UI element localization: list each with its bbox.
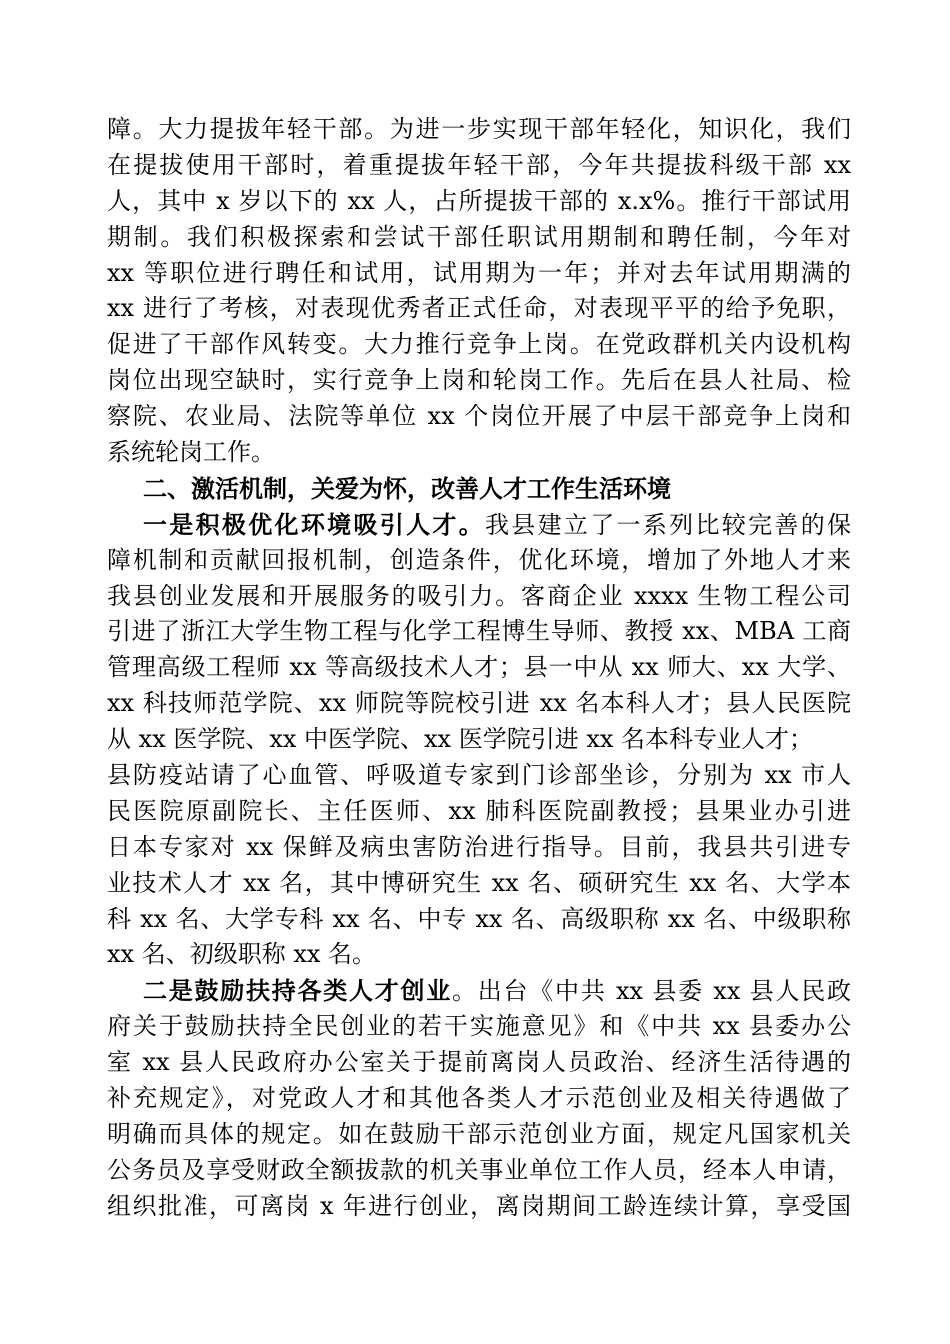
text-line: 引进了浙江大学生物工程与化学工程博生导师、教授 xx、MBA 工商 xyxy=(107,617,851,646)
text-line: 公务员及享受财政全额拔款的机关事业单位工作人员，经本人申请， xyxy=(107,1155,851,1184)
paragraph-lead: 一是积极优化环境吸引人才。 xyxy=(143,509,485,539)
paragraph-cadre-promotion xyxy=(107,112,851,471)
text-line: 我县创业发展和开展服务的吸引力。客商企业 xxxx 生物工程公司 xyxy=(107,581,851,610)
text-line: 民医院原副院长、主任医师、xx 肺科医院副教授；县果业办引进 xyxy=(107,796,851,825)
text-line: 科 xx 名、大学专科 xx 名、中专 xx 名、高级职称 xx 名、中级职称 xyxy=(107,904,851,933)
text-line: xx 名、初级职称 xx 名。 xyxy=(107,940,377,969)
text-line: xx 科技师范学院、xx 师院等院校引进 xx 名本科人才；县人民医院 xyxy=(107,689,851,718)
text-line: 察院、农业局、法院等单位 xx 个岗位开展了中层干部竞争上岗和 xyxy=(107,402,851,431)
text-line: 岗位出现空缺时，实行竞争上岗和轮岗工作。先后在县人社局、检 xyxy=(107,366,851,395)
text-line-first xyxy=(107,507,851,543)
text-line: 府关于鼓励扶持全民创业的若干实施意见》和《中共 xx 县委办公 xyxy=(107,1012,851,1041)
text-line: 业技术人才 xx 名，其中博研究生 xx 名、硕研究生 xx 名、大学本 xyxy=(107,868,851,897)
paragraph-attract-talent xyxy=(107,507,851,974)
text-line-first xyxy=(107,973,851,1009)
text-line: 县防疫站请了心血管、呼吸道专家到门诊部坐诊，分别为 xx 市人 xyxy=(107,761,851,790)
text-line: 在提拔使用干部时，着重提拔年轻干部，今年共提拔科级干部 xx xyxy=(107,150,851,179)
text-line: 障。大力提拔年轻干部。为进一步实现干部年轻化，知识化，我们 xyxy=(107,115,851,143)
text-line: xx 等职位进行聘任和试用，试用期为一年；并对去年试用期满的 xyxy=(107,258,851,287)
section-heading: 二、激活机制，关爱为怀，改善人才工作生活环境 xyxy=(143,473,671,503)
text-line: 管理高级工程师 xx 等高级技术人才；县一中从 xx 师大、xx 大学、 xyxy=(107,653,851,682)
text-line: 系统轮岗工作。 xyxy=(107,438,275,467)
text-line: xx 进行了考核，对表现优秀者正式任命，对表现平平的给予免职， xyxy=(107,294,851,323)
text-line: 室 xx 县人民政府办公室关于提前离岗人员政治、经济生活待遇的 xyxy=(107,1048,851,1077)
text-line: 人，其中 x 岁以下的 xx 人，占所提拔干部的 x.x%。推行干部试用 xyxy=(107,186,851,215)
text-line: 从 xx 医学院、xx 中医学院、xx 医学院引进 xx 名本科专业人才； xyxy=(107,725,814,754)
paragraph-text: 我县建立了一系列比较完善的保 xyxy=(485,510,851,539)
paragraph-support-entrepreneurship xyxy=(107,973,851,1224)
paragraph-lead: 二是鼓励扶持各类人才创业 xyxy=(143,976,453,1006)
text-line: 明确而具体的规定。如在鼓励干部示范创业方面，规定凡国家机关 xyxy=(107,1119,851,1148)
text-line: 日本专家对 xx 保鲜及病虫害防治进行指导。目前，我县共引进专 xyxy=(107,832,851,861)
text-line: 补充规定》，对党政人才和其他各类人才示范创业及相关待遇做了 xyxy=(107,1084,851,1113)
text-line: 期制。我们积极探索和尝试干部任职试用期制和聘任制，今年对 xyxy=(107,222,851,251)
document-body xyxy=(107,112,851,1225)
text-line: 组织批准，可离岗 x 年进行创业，离岗期间工龄连续计算，享受国 xyxy=(107,1191,851,1220)
text-line: 障机制和贡献回报机制，创造条件，优化环境，增加了外地人才来 xyxy=(107,545,851,574)
text-line: 促进了干部作风转变。大力推行竞争上岗。在党政群机关内设机构 xyxy=(107,330,851,359)
paragraph-text: 。出台《中共 xx 县委 xx 县人民政 xyxy=(452,977,851,1006)
